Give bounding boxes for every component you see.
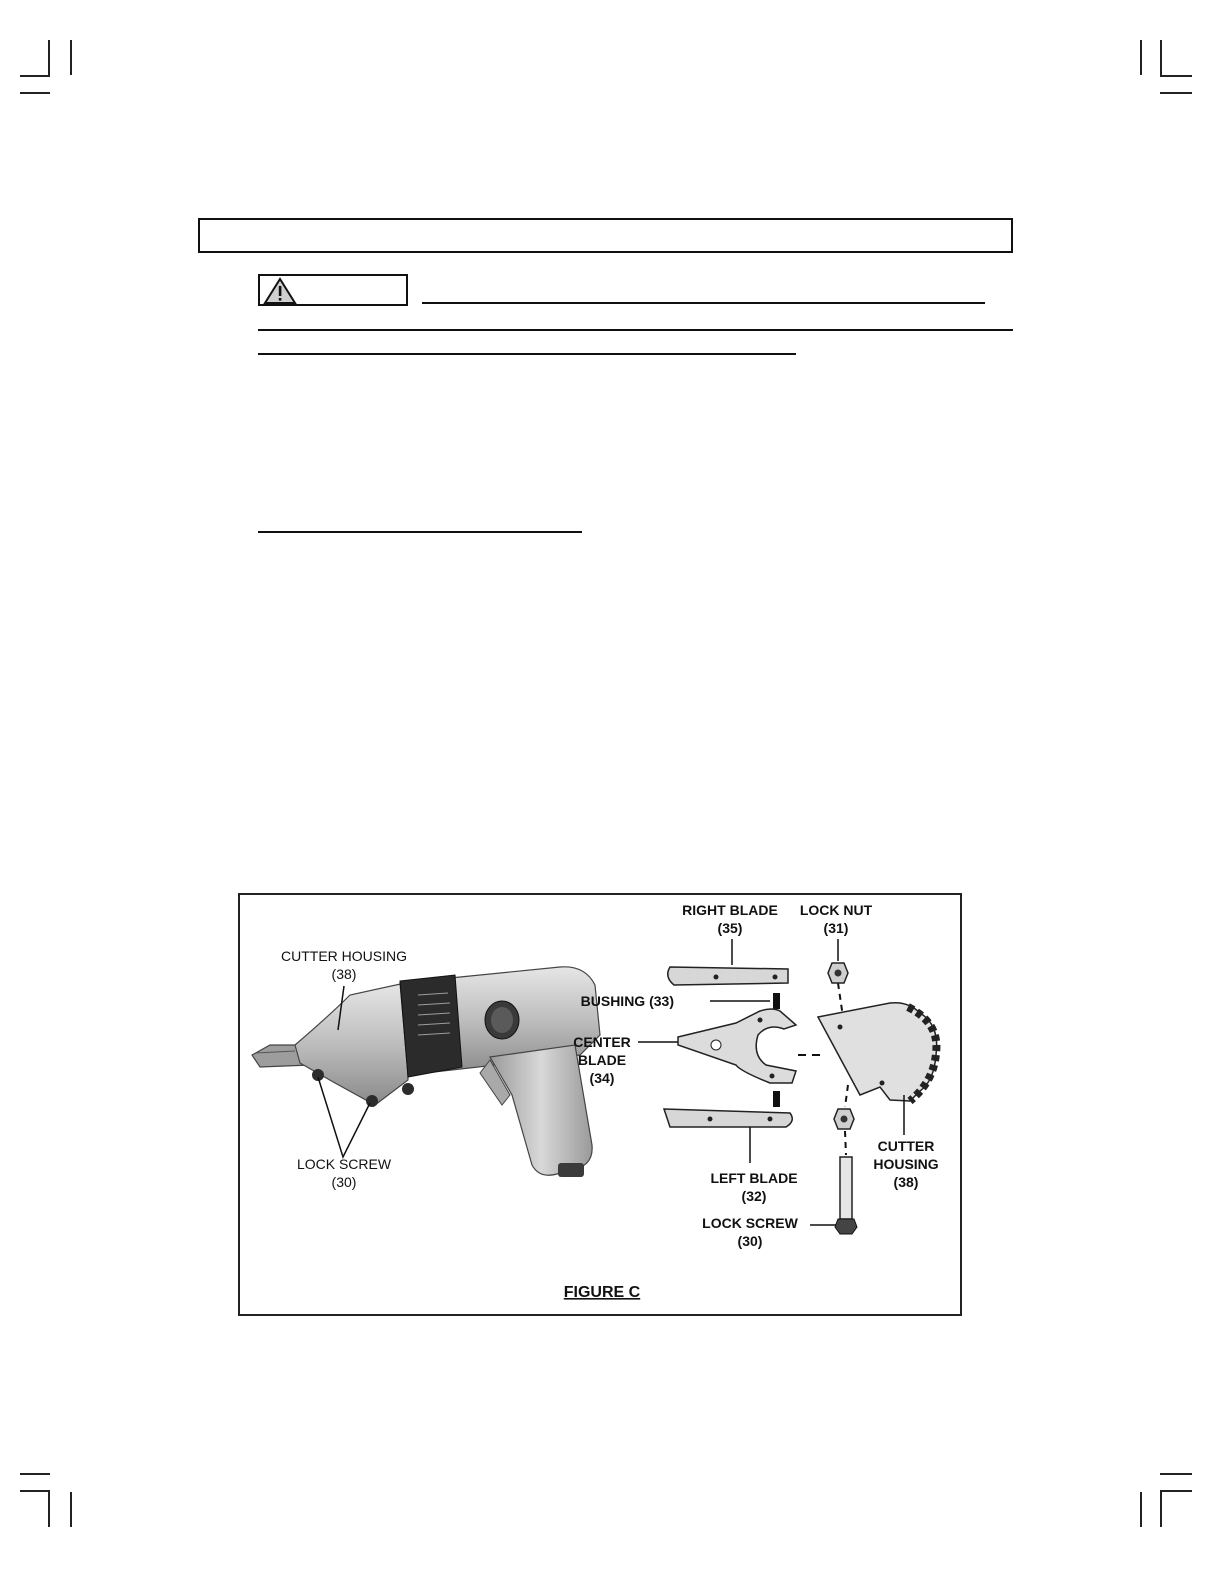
center-blade-part	[678, 1009, 796, 1083]
warning-rule	[258, 329, 1013, 331]
crop-mark	[1160, 1473, 1192, 1475]
cutter-housing-number-right: (38)	[893, 1174, 919, 1190]
lock-screw-number-right: (30)	[737, 1233, 763, 1249]
lock-screw-part	[840, 1157, 852, 1219]
tool-sleeve	[400, 975, 462, 1077]
tool-handle	[490, 1045, 592, 1175]
cutter-housing-label-right-1: CUTTER	[877, 1138, 935, 1154]
figure-title: FIGURE C	[563, 1284, 641, 1301]
crop-mark	[1140, 1492, 1142, 1527]
lock-screw-label-left: LOCK SCREW	[296, 1156, 392, 1172]
air-shear-tool	[252, 967, 600, 1177]
tool-lock-screw	[366, 1095, 378, 1107]
warning-rule	[422, 302, 985, 304]
crop-mark	[70, 40, 72, 75]
center-blade-number: (34)	[589, 1070, 615, 1086]
crop-mark	[1160, 1490, 1192, 1492]
crop-mark	[48, 1492, 50, 1527]
crop-mark	[1160, 92, 1192, 94]
bushing-label: BUSHING (33)	[580, 993, 674, 1009]
right-blade-label: RIGHT BLADE	[682, 902, 778, 918]
center-blade-label-1: CENTER	[573, 1034, 631, 1050]
tool-lock-screw	[402, 1083, 414, 1095]
lock-screw-head	[835, 1219, 857, 1234]
crop-mark	[20, 75, 50, 77]
figure-c-illustration	[240, 895, 964, 1318]
warning-triangle-icon	[262, 277, 302, 305]
warning-label	[258, 274, 408, 306]
left-blade-label: LEFT BLADE	[710, 1170, 798, 1186]
section-header-box	[198, 218, 1013, 253]
lock-nut-number: (31)	[823, 920, 849, 936]
crop-mark	[1160, 40, 1162, 75]
crop-mark	[70, 1492, 72, 1527]
right-blade-part	[668, 967, 788, 985]
crop-mark	[48, 40, 50, 75]
tool-air-inlet	[558, 1163, 584, 1177]
subheading-rule	[258, 531, 582, 533]
lock-screw-number-left: (30)	[331, 1174, 357, 1190]
bushing-part	[773, 1091, 780, 1107]
lock-screw-label-right: LOCK SCREW	[702, 1215, 798, 1231]
crop-mark	[1160, 1492, 1162, 1527]
bushing-part	[773, 993, 780, 1009]
center-blade-label-2: BLADE	[577, 1052, 627, 1068]
cutter-housing-number-left: (38)	[331, 966, 357, 982]
crop-mark	[20, 1473, 50, 1475]
crop-mark	[20, 92, 50, 94]
figure-c	[238, 893, 962, 1316]
assembly-line	[845, 1085, 848, 1107]
tool-cutter-housing	[295, 983, 408, 1105]
crop-mark	[1160, 75, 1192, 77]
crop-mark	[20, 1490, 50, 1492]
right-blade-number: (35)	[717, 920, 743, 936]
left-blade-number: (32)	[741, 1188, 767, 1204]
lock-nut-label: LOCK NUT	[799, 902, 873, 918]
assembly-line	[845, 1131, 846, 1155]
warning-rule	[258, 353, 796, 355]
cutter-housing-label-right-2: HOUSING	[873, 1156, 939, 1172]
cutter-housing-label-left: CUTTER HOUSING	[281, 948, 407, 964]
crop-mark	[1140, 40, 1142, 75]
left-blade-part	[664, 1109, 792, 1127]
